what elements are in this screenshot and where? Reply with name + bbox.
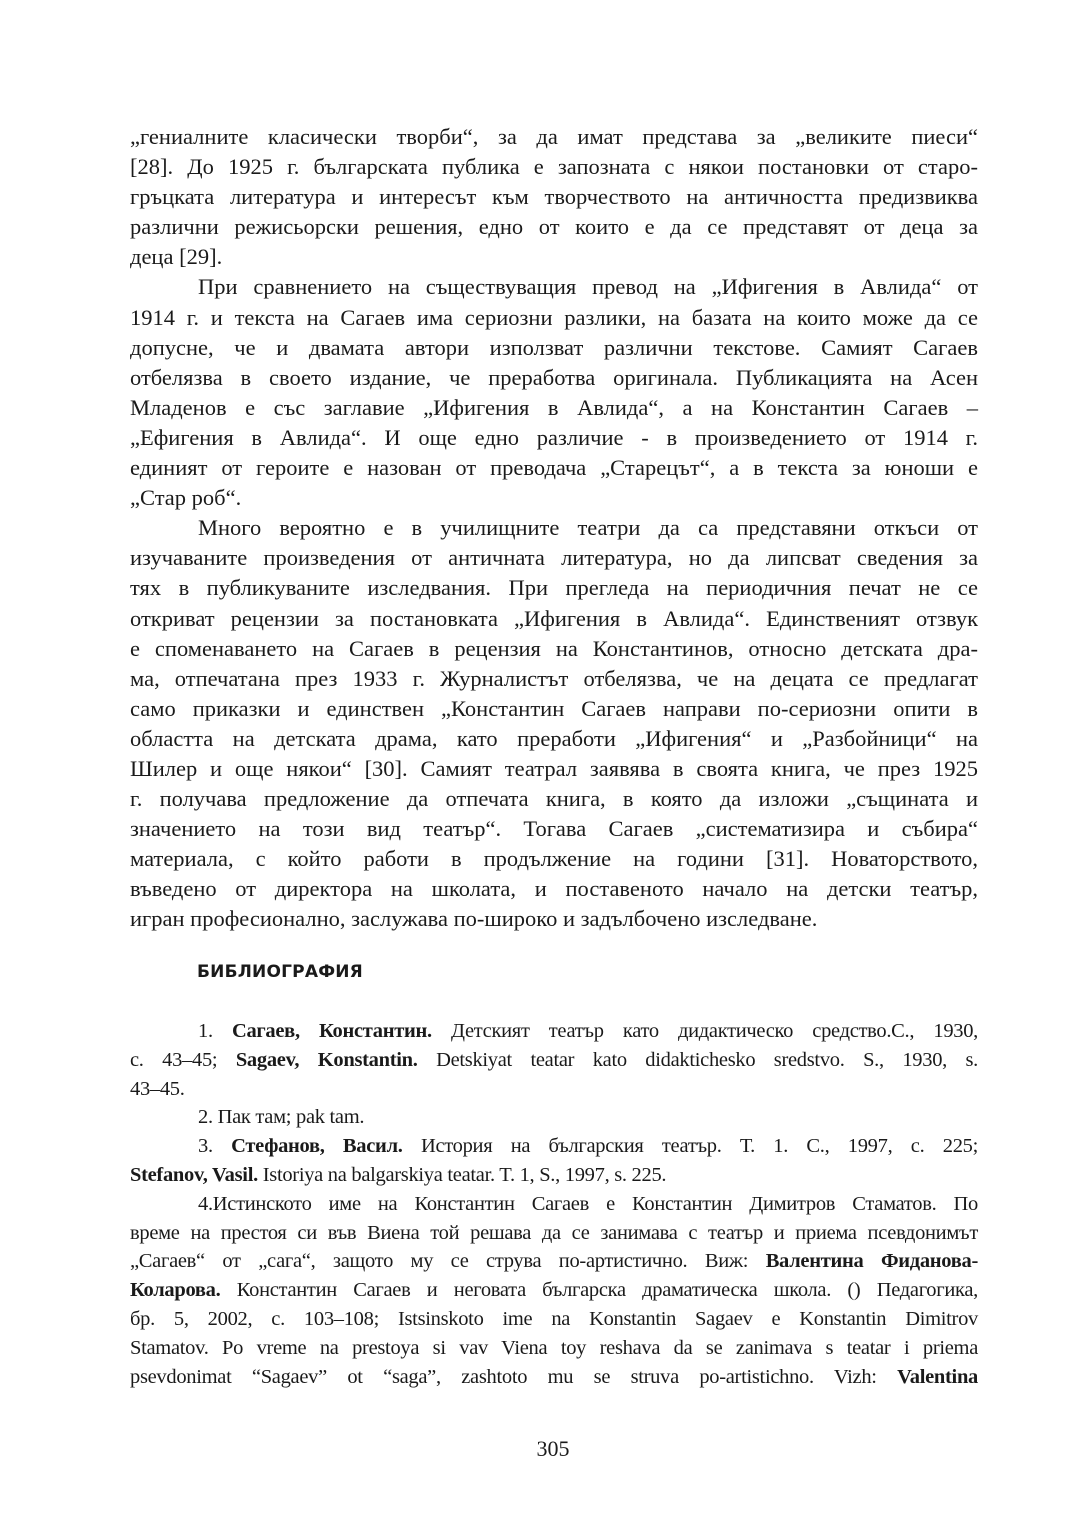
text-segment: Константин Сагаев и неговата българска драматическа школа. () Педагогика,	[220, 1279, 978, 1302]
paragraph	[130, 513, 978, 934]
text-line	[130, 543, 978, 573]
text-line	[130, 1219, 978, 1248]
text-line	[130, 694, 978, 724]
text-line	[130, 182, 978, 212]
text-line	[130, 363, 978, 393]
text-line	[130, 1017, 978, 1046]
text-line	[130, 664, 978, 694]
bold-text: Коларова.	[130, 1279, 221, 1302]
text-segment: изучаваните произведения от античната литература, но да липсват сведения за	[130, 545, 978, 571]
text-segment: psevdonimat “Sagaev” ot “saga”, zashtoto mu se struva po-artistichno. Vizh:	[130, 1365, 898, 1388]
text-segment: ма, отпечатана през 1933 г. Журналистът отбелязва, че на децата се предлагат	[130, 665, 978, 691]
text-line	[130, 1046, 978, 1075]
text-segment: Детският театър като дидактическо средство.С., 1930,	[431, 1020, 978, 1042]
text-line	[130, 814, 978, 844]
bibliography-heading: БИБЛИОГРАФИЯ	[197, 962, 363, 982]
text-segment: материала, с който работи в продължение на години [31]. Новаторството,	[130, 846, 978, 872]
text-line	[130, 874, 978, 904]
text-segment: 2. Пак там; pak tam.	[198, 1106, 365, 1129]
text-line	[130, 242, 978, 272]
text-segment: Istoriya na balgarskiya teatar. T. 1, S., 1997, s. 225.	[257, 1163, 667, 1186]
text-line	[130, 1247, 978, 1276]
text-line	[130, 904, 978, 934]
text-segment: „Сагаев“ от „сага“, защото му се струва по-артистично. Виж:	[130, 1250, 766, 1273]
text-line	[130, 272, 978, 302]
text-segment: При сравнението на съществуващия превод на „Ифигения в Авлида“ от	[198, 274, 978, 300]
text-segment: 4.Истинското име на Константин Сагаев е Константин Димитров Стаматов. По	[198, 1192, 978, 1215]
text-segment: областта на детската драма, като преработи „Ифигения“ и „Разбойници“ на	[130, 725, 978, 751]
text-line	[130, 724, 978, 754]
text-line	[130, 754, 978, 784]
text-line	[130, 513, 978, 543]
text-segment: игран професионално, заслужава по-широко и задълбочено изследване.	[130, 906, 818, 932]
text-segment: Много вероятно е в училищните театри да са представяни откъси от	[198, 515, 978, 541]
text-line	[130, 303, 978, 333]
paragraph	[130, 122, 978, 272]
text-segment: г. получава предложение да отпечата книга, в която да изложи „същината и	[130, 786, 978, 812]
text-line	[130, 573, 978, 603]
text-line	[130, 393, 978, 423]
text-segment: въведено от директора на школата, и поставеното начало на детски театър,	[130, 876, 978, 902]
text-segment: „гениалните класически творби“, за да имат представа за „великите пиеси“	[130, 124, 978, 149]
text-segment: История на българския театър. Т. 1. С., 1997, с. 225;	[402, 1135, 978, 1158]
text-segment: единият от героите е назован от преводача „Старецът“, а в текста за юноши е	[130, 455, 978, 481]
text-line	[130, 453, 978, 483]
text-segment: Stamatov. Po vreme na prestoya si vav Viena toy reshava da se zanimava s teatar i priema	[130, 1336, 978, 1359]
bold-text: Сагаев, Константин.	[231, 1020, 432, 1042]
text-line	[130, 1075, 978, 1104]
text-line	[130, 1103, 978, 1132]
text-segment: откриват рецензии за постановката „Ифигения в Авлида“. Единственият отзвук	[130, 605, 978, 631]
text-segment: значението на този вид театър“. Тогава Сагаев „систематизира и събира“	[130, 816, 978, 842]
text-line	[130, 483, 978, 513]
text-line	[130, 122, 978, 152]
reference-item	[130, 1132, 978, 1190]
bold-text: Стефанов, Васил.	[231, 1135, 403, 1158]
text-line	[130, 333, 978, 363]
text-segment: бр. 5, 2002, с. 103–108; Istsinskoto ime na Konstantin Sagaev e Konstantin Dimitrov	[130, 1307, 978, 1330]
text-segment: тях в публикуваните изследвания. При прегледа на периодичния печат не се	[130, 575, 978, 601]
bibliography-list	[130, 1017, 978, 1391]
text-segment: различни режисьорски решения, едно от които е да се представят от деца за	[130, 214, 978, 240]
paragraph	[130, 272, 978, 513]
text-line	[130, 1132, 978, 1161]
body-text	[130, 122, 978, 935]
text-segment: време на престоя си във Виена той решава да се занимава с театър и приема псевдонимът	[130, 1221, 978, 1244]
text-segment: гръцката литература и интересът към творчеството на античността предизвиква	[130, 184, 978, 210]
reference-item	[130, 1017, 978, 1103]
text-segment: допусне, че и двамата автори използват различни текстове. Самият Сагаев	[130, 334, 978, 360]
text-line	[130, 212, 978, 242]
text-segment: Detskiyat teatar kato didaktichesko sredstvo. S., 1930, s.	[417, 1048, 978, 1071]
reference-item	[130, 1190, 978, 1392]
text-line	[130, 1276, 978, 1305]
text-line	[130, 604, 978, 634]
text-segment: 1.	[198, 1020, 232, 1042]
page-number: 305	[536, 1436, 570, 1461]
bold-text: Valentina	[897, 1365, 978, 1388]
text-segment: 43–45.	[130, 1077, 185, 1100]
bold-text: Stefanov, Vasil.	[130, 1163, 258, 1186]
text-line	[130, 1161, 978, 1190]
bold-text: Sagaev, Konstantin.	[235, 1048, 418, 1071]
text-segment: отбелязва в своето издание, че преработва оригинала. Публикацията на Асен	[130, 364, 978, 390]
text-segment: 1914 г. и текста на Сагаев има сериозни разлики, на базата на които може да се	[130, 304, 978, 330]
text-line	[130, 1334, 978, 1363]
text-line	[130, 1190, 978, 1219]
bold-text: Валентина Фиданова-	[765, 1250, 978, 1273]
text-segment: е споменаването на Сагаев в рецензия на Константинов, относно детската дра-	[130, 635, 978, 661]
text-segment: само приказки и единствен „Константин Сагаев направи по-сериозни опити в	[130, 695, 978, 721]
reference-item	[130, 1103, 978, 1132]
text-segment: с. 43–45;	[130, 1048, 236, 1071]
text-line	[130, 844, 978, 874]
text-segment: деца [29].	[130, 244, 223, 270]
text-segment: [28]. До 1925 г. българската публика е запозната с някои постановки от старо-	[130, 154, 978, 180]
text-line	[130, 634, 978, 664]
text-line	[130, 1363, 978, 1392]
text-segment: Шилер и още някои“ [30]. Самият театрал заявява в своята книга, че през 1925	[130, 755, 978, 781]
text-segment: „Ефигения в Авлида“. И още едно различие - в произведението от 1914 г.	[130, 424, 978, 450]
text-segment: Младенов е със заглавие „Ифигения в Авлида“, а на Константин Сагаев –	[130, 394, 978, 420]
text-segment: 3.	[198, 1135, 232, 1158]
text-line	[130, 1305, 978, 1334]
text-segment: „Стар роб“.	[130, 485, 242, 511]
text-line	[130, 784, 978, 814]
text-line	[130, 152, 978, 182]
text-line	[130, 423, 978, 453]
